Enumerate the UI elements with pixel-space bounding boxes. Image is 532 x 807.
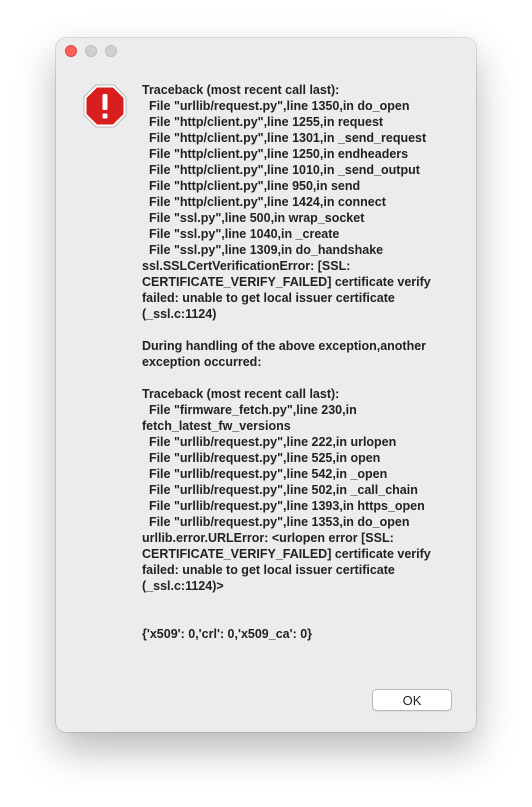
error-message-text: Traceback (most recent call last): File "urllib/request.py",line 1350,in do_open File "http/client.py",line 1255,in request File "http/client.py",line 1301,in _send_request File "http/client.py",line 1250,in endheaders File "http/client.py",line 1010,in _send_output File "http/client.py",line 950,in send File "http/client.py",line 1424,in connect File "ssl.py",line 500,in wrap_socket File "ssl.py",line 1040,in _create File "ssl.py",line 1309,in do_handshake ssl.SSLCertVerificationError: [SSL: CERTIFICATE_VERIFY_FAILED] certificate verify failed: unable to get local issuer certificate (_ssl.c:1124) During handling of the above exception,another exception occurred: Traceback (most recent call last): File "firmware_fetch.py",line 230,in fetch_latest_fw_versions File "urllib/request.py",line 222,in urlopen File "urllib/request.py",line 525,in open File "urllib/request.py",line 542,in _open File "urllib/request.py",line 502,in _call_chain File "urllib/request.py",line 1393,in https_open File "urllib/request.py",line 1353,in do_open urllib.error.URLError: <urlopen error [SSL: CERTIFICATE_VERIFY_FAILED] certificate verify failed: unable to get local issuer certificate (_ssl.c:1124)> {'x509': 0,'crl': 0,'x509_ca': 0} — [142, 83, 431, 641]
stop-alert-icon — [83, 84, 127, 128]
close-window-button[interactable] — [65, 45, 77, 57]
minimize-window-button[interactable] — [85, 45, 97, 57]
title-bar[interactable] — [56, 38, 476, 64]
ok-button[interactable]: OK — [372, 689, 452, 711]
maximize-window-button[interactable] — [105, 45, 117, 57]
alert-dialog-window — [56, 38, 476, 732]
